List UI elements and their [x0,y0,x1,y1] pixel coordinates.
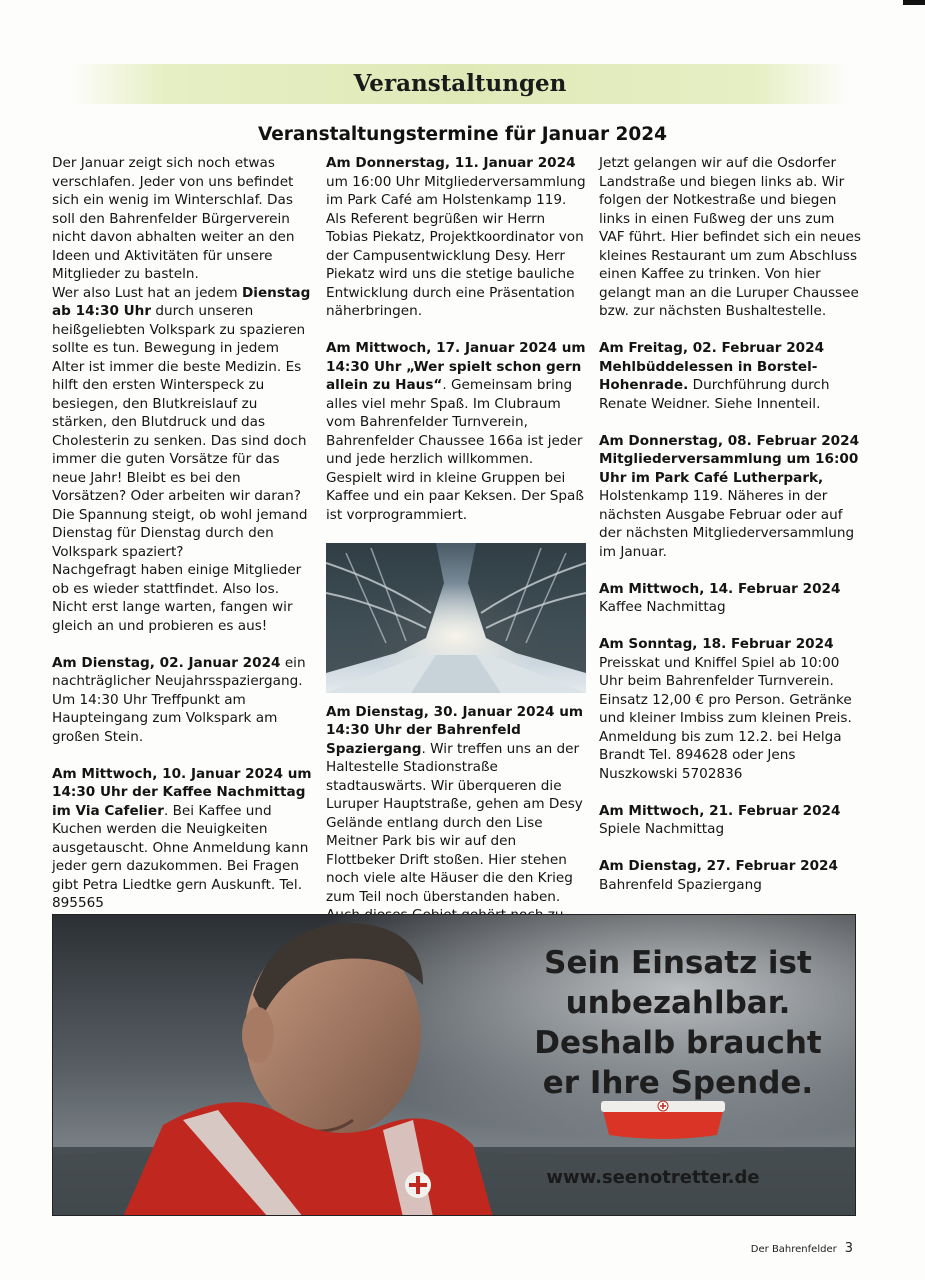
event-entry [599,802,861,839]
event-description: Holstenkamp 119. Näheres in der nächsten Ausgabe Februar oder auf der nächsten Mitgliederversammlung im Januar. [599,488,855,560]
continued-paragraph: Jetzt gelangen wir auf die Osdorfer Landstraße und biegen links ab. Wir folgen der Notkestraße und biegen links in einen Fußweg der uns zum VAF führt. Hier befindet sich ein neues kleines Restaurant um zum Abschluss einen Kaffee zu trinken. Von hier gelangt man an die Luruper Chaussee bzw. zur nächsten Bushaltestelle. [599,155,861,319]
ad-url[interactable]: www.seenotretter.de [546,1167,760,1188]
event-entry [599,432,861,562]
event-date: Am Mittwoch, 17. Januar 2024 um 14:30 Uhr „Wer spielt schon gern allein zu Haus“ [326,340,586,393]
page-footer [751,1241,853,1256]
event-entry [326,154,586,321]
ad-headline-line: unbezahlbar. [565,985,791,1021]
event-entry [599,857,861,894]
event-date: Am Donnerstag, 11. Januar 2024 [326,155,576,171]
event-entry [52,765,314,913]
event-entry [326,339,586,524]
event-description: um 16:00 Uhr Mitgliederversammlung im Park Café am Holstenkamp 119. Als Referent begrüßen wir Herrn Tobias Piekatz, Projektkoordinator von der Campusentwicklung Desy. Herr Piekatz wird uns die stetige bauliche Entwicklung durch eine Präsentation näherbringen. [326,173,586,319]
ad-headline-line: Sein Einsatz ist [544,945,812,981]
ad-headline-line: er Ihre Spende. [542,1065,814,1101]
event-date: Am Freitag, 02. Februar 2024 Mehlbüddelessen in Borstel-Hohenrade. [599,340,825,393]
text-run: Wer also Lust hat an jedem [52,284,242,301]
event-date: Am Mittwoch, 10. Januar 2024 um 14:30 Uhr der Kaffee Nachmittag im Via Cafelier [52,765,312,819]
event-date: Am Donnerstag, 08. Februar 2024 Mitgliederversammlung um 16:00 Uhr im Park Café Lutherpark, [599,432,860,486]
event-entry [599,635,861,783]
magazine-name: Der Bahrenfelder [750,1244,837,1255]
winter-park-image [326,543,586,693]
winter-park-photo [326,543,586,693]
page-number: 3 [844,1241,853,1256]
event-entry [326,703,586,944]
event-date: Am Dienstag, 27. Februar 2024 [599,858,838,874]
event-description: Preisskat und Kniffel Spiel ab 10:00 Uhr beim Bahrenfelder Turnverein. Einsatz 12,00 € pro Person. Getränke und kleiner Imbiss zum kleinen Preis. Anmeldung bis zum 12.2. bei Helga Brandt Tel. 894628 oder Jens Nuszkowski 5702836 [599,654,852,782]
event-date: Am Mittwoch, 14. Februar 2024 [599,580,841,597]
event-description: Bahrenfeld Spaziergang [599,876,762,893]
section-banner [70,64,850,104]
event-date: Am Dienstag, 02. Januar 2024 [52,654,281,671]
column-left [52,154,314,931]
intro-paragraph: Die Spannung steigt, ob wohl jemand Dienstag für Dienstag durch den Volkspark spaziert? [52,506,308,560]
event-description: Spiele Nachmittag [599,821,725,837]
ad-headline [513,943,843,1103]
text-run: durch unseren heißgeliebten Volkspark zu spazieren sollte es tun. Bewegung in jedem Alter ist immer die beste Medizin. Es hilft den ersten Winterspeck zu besiegen, den Blutkreislauf zu stärken, den Blutdruck und das Cholesterin zu senken. Das sind doch immer die guten Vorsätze für das neue Jahr! Bleibt es bei den Vorsätzen? Oder arbeiten wir daran? [52,303,307,504]
event-description: . Bei Kaffee und Kuchen werden die Neuigkeiten ausgetauscht. Ohne Anmeldung kann jeder gern dazukommen. Bei Fragen gibt Petra Liedtke gern Auskunft. Tel. 895565 [52,802,309,911]
event-description: . Wir treffen uns an der Haltestelle Stadionstraße stadtauswärts. Wir überqueren die Luruper Hauptstraße, gehen am Desy Gelände entlang durch den Lise Meitner Park bis wir auf den Flottbeker Drift stoßen. Hier stehen noch viele alte Häuser die den Krieg zum Teil noch überstanden haben. [326,740,583,905]
event-date: Am Sonntag, 18. Februar 2024 [599,636,834,652]
corner-mark [903,0,925,5]
text-run-bold: Dienstag ab 14:30 Uhr [52,284,311,319]
section-title: Veranstaltungen [353,70,567,97]
event-description: Kaffee Nachmittag [599,599,726,615]
column-right [599,154,861,913]
intro-paragraph [52,284,314,506]
event-description: Durchführung durch Renate Weidner. Siehe Innenteil. [599,377,830,412]
column-middle [326,154,586,962]
page-subtitle: Veranstaltungstermine für Januar 2024 [257,124,668,145]
ad-headline-line: Deshalb braucht [534,1025,822,1061]
event-date: Am Dienstag, 30. Januar 2024 um 14:30 Uhr der Bahrenfeld Spaziergang [326,703,584,757]
event-description: . Gemeinsam bring alles viel mehr Spaß. Im Clubraum vom Bahrenfelder Turnverein, Bahrenfelder Chaussee 166a ist jeder und jede herzlich willkommen. Gespielt wird in kleine Gruppen bei Kaffee und ein paar Keksen. Der Spaß ist vorprogrammiert. [326,377,584,523]
donation-advertisement [52,914,856,1216]
event-entry [52,654,314,747]
event-description: ein nachträglicher Neujahrsspaziergang. Um 14:30 Uhr Treffpunkt am Haupteingang zum Volkspark am großen Stein. [52,654,306,745]
event-entry [599,339,861,413]
event-entry [599,580,861,617]
intro-paragraph: Nachgefragt haben einige Mitglieder ob es wieder stattfindet. Also los. Nicht erst lange warten, fangen wir gleich an und probieren es aus! [52,562,302,634]
intro-paragraph: Der Januar zeigt sich noch etwas verschlafen. Jeder von uns befindet sich ein wenig im Winterschlaf. Das soll den Bahrenfelder Bürgerverein nicht davon abhalten weiter an den Ideen und Aktivitäten für unsere Mitglieder zu basteln. [52,155,295,282]
event-date: Am Mittwoch, 21. Februar 2024 [599,802,841,819]
